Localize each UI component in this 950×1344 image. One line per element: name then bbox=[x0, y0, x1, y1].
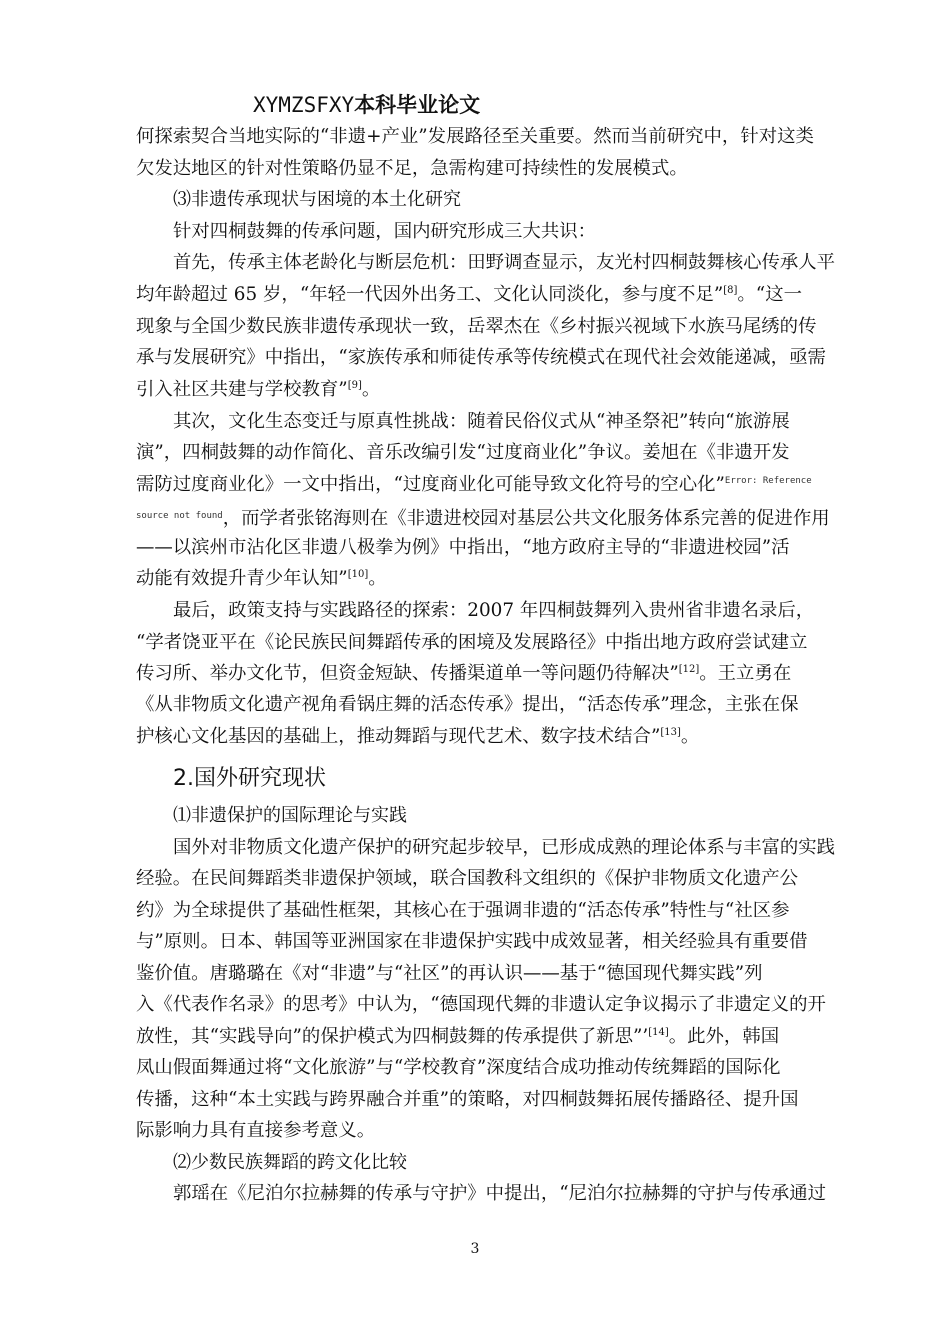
text-run: 传习所、举办文化节，但资金短缺、传播渠道单一等问题仍待解决” bbox=[136, 663, 679, 684]
header-title: 本科毕业论文 bbox=[354, 93, 481, 117]
paragraph-line: 入《代表作名录》的思考》中认为，“德国现代舞的非遗认定争议揭示了非遗定义的开 bbox=[136, 994, 826, 1015]
paragraph-line bbox=[136, 661, 861, 687]
paragraph-line: 经验。在民间舞蹈类非遗保护领域，联合国教科文组织的《保护非物质文化遗产公 bbox=[136, 868, 799, 889]
paragraph-line: 承与发展研究》中指出，“家族传承和师徒传承等传统模式在现代社会效能递减，亟需 bbox=[136, 347, 826, 368]
paragraph-line: 欠发达地区的针对性策略仍显不足，急需构建可持续性的发展模式。 bbox=[136, 158, 688, 179]
section-heading: 2.国外研究现状 bbox=[173, 766, 326, 791]
reference-error-text: source not found bbox=[136, 511, 223, 521]
paragraph-line: ——以滨州市沾化区非遗八极拳为例》中指出，“地方政府主导的“非遗进校园”活 bbox=[136, 537, 790, 558]
paragraph-line: 何探索契合当地实际的“非遗+产业”发展路径至关重要。然而当前研究中，针对这类 bbox=[136, 126, 814, 147]
paragraph-line bbox=[136, 1024, 861, 1050]
text-run: 。王立勇在 bbox=[699, 663, 792, 684]
subsection-heading: ⑵少数民族舞蹈的跨文化比较 bbox=[173, 1152, 407, 1173]
paragraph-line: 演”，四桐鼓舞的动作简化、音乐改编引发“过度商业化”争议。姜旭在《非遗开发 bbox=[136, 442, 790, 463]
paragraph-line bbox=[136, 566, 861, 592]
paragraph-line: 现象与全国少数民族非遗传承现状一致，岳翠杰在《乡村振兴视域下水族马尾绣的传 bbox=[136, 316, 817, 337]
text-run: 引入社区共建与学校教育” bbox=[136, 379, 348, 400]
paragraph-line: 约》为全球提供了基础性框架，其核心在于强调非遗的“活态传承”特性与“社区参 bbox=[136, 900, 790, 921]
paragraph-line: 针对四桐鼓舞的传承问题，国内研究形成三大共识： bbox=[173, 221, 596, 242]
text-run: 动能有效提升青少年认知” bbox=[136, 568, 348, 589]
subsection-heading: ⑴非遗保护的国际理论与实践 bbox=[173, 805, 407, 826]
paragraph-line: 《从非物质文化遗产视角看锅庄舞的活态传承》提出，“活态传承”理念，主张在保 bbox=[136, 694, 799, 715]
paragraph-line bbox=[136, 472, 861, 498]
subsection-heading: ⑶非遗传承现状与困境的本土化研究 bbox=[173, 189, 461, 210]
paragraph-line: 郭瑶在《尼泊尔拉赫舞的传承与守护》中提出，“尼泊尔拉赫舞的守护与传承通过 bbox=[173, 1183, 827, 1204]
citation-ref: [9] bbox=[347, 380, 362, 391]
text-run: 。“这一 bbox=[737, 284, 802, 305]
text-run: 放性，其“实践导向”的保护模式为四桐鼓舞的传承提供了新思”’ bbox=[136, 1026, 649, 1047]
text-run: 。 bbox=[368, 568, 387, 589]
paragraph-line: 其次，文化生态变迁与原真性挑战：随着民俗仪式从“神圣祭祀”转向“旅游展 bbox=[173, 411, 790, 432]
paragraph-line: 国外对非物质文化遗产保护的研究起步较早，已形成成熟的理论体系与丰富的实践 bbox=[173, 837, 836, 858]
page-number: 3 bbox=[470, 1241, 480, 1257]
paragraph-line: 鉴价值。唐璐璐在《对“非遗”与“社区”的再认识——基于“德国现代舞实践”列 bbox=[136, 963, 763, 984]
paragraph-line: 最后，政策支持与实践路径的探索：2007 年四桐鼓舞列入贵州省非遗名录后， bbox=[173, 600, 815, 621]
citation-ref: [10] bbox=[347, 569, 369, 580]
paragraph-line bbox=[136, 377, 861, 403]
citation-ref: [13] bbox=[660, 727, 681, 738]
paragraph-line: 凤山假面舞通过将“文化旅游”与“学校教育”深度结合成功推动传统舞蹈的国际化 bbox=[136, 1057, 781, 1078]
paragraph-line: 际影响力具有直接参考意义。 bbox=[136, 1120, 376, 1141]
page-header bbox=[253, 90, 480, 120]
reference-error-text: Error: Reference bbox=[724, 476, 812, 486]
text-run: 。 bbox=[680, 726, 700, 747]
text-run: 。此外，韩国 bbox=[668, 1026, 780, 1047]
paragraph-line: 与”原则。日本、韩国等亚洲国家在非遗保护实践中成效显著，相关经验具有重要借 bbox=[136, 931, 808, 952]
paragraph-line bbox=[136, 724, 861, 750]
citation-ref: [12] bbox=[678, 664, 700, 675]
citation-ref: [8] bbox=[723, 285, 738, 296]
text-run: 均年龄超过 65 岁，“年轻一代因外出务工、文化认同淡化，参与度不足” bbox=[136, 284, 724, 305]
paragraph-line: 首先，传承主体老龄化与断层危机：田野调查显示，友光村四桐鼓舞核心传承人平 bbox=[173, 252, 836, 273]
paragraph-line: 传播，这种“本土实践与跨界融合并重”的策略，对四桐鼓舞拓展传播路径、提升国 bbox=[136, 1089, 799, 1110]
text-run: 需防过度商业化》一文中指出，“过度商业化可能导致文化符号的空心化” bbox=[136, 474, 725, 495]
text-run: ，而学者张铭海则在《非遗进校园对基层公共文化服务体系完善的促进作用 bbox=[222, 508, 830, 529]
paragraph-line: “学者饶亚平在《论民族民间舞蹈传承的困境及发展路径》中指出地方政府尝试建立 bbox=[136, 632, 808, 653]
paragraph-line bbox=[136, 282, 861, 308]
text-run: 。 bbox=[361, 379, 381, 400]
text-run: 护核心文化基因的基础上，推动舞蹈与现代艺术、数字技术结合” bbox=[136, 726, 661, 747]
header-prefix: XYMZSFXY bbox=[253, 93, 355, 117]
paragraph-line bbox=[136, 503, 861, 532]
citation-ref: [14] bbox=[648, 1027, 669, 1038]
